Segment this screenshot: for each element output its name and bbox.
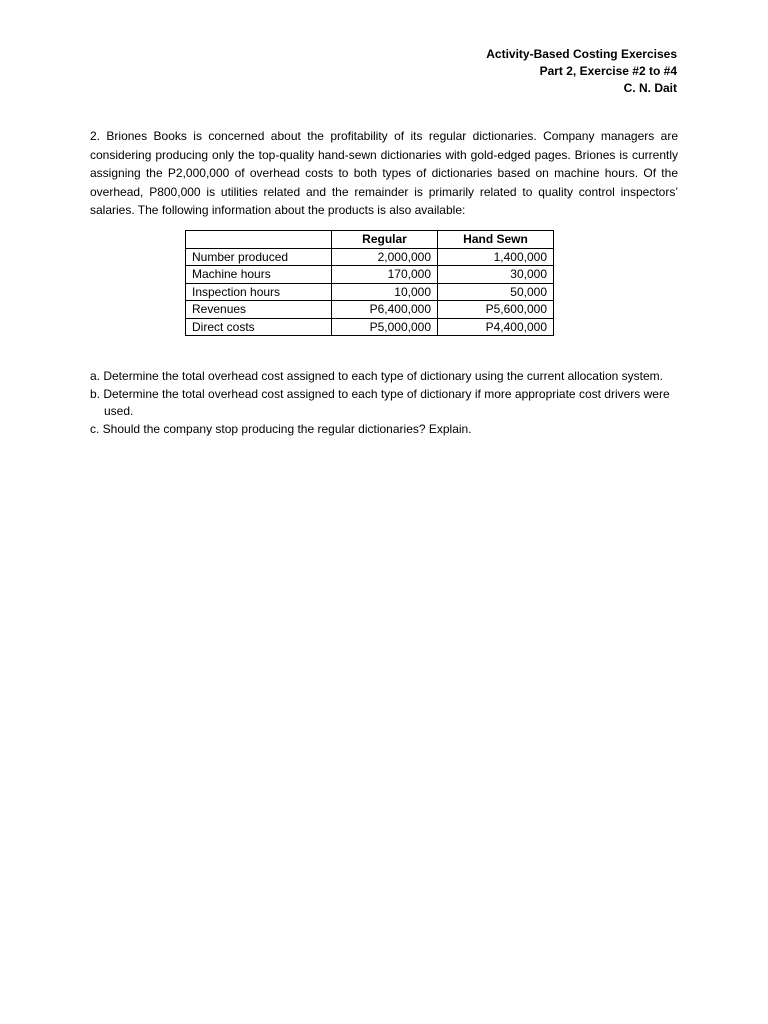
row-label: Direct costs xyxy=(186,318,332,336)
header-title: Activity-Based Costing Exercises xyxy=(486,47,677,61)
table-row xyxy=(186,318,554,336)
table-row xyxy=(186,301,554,319)
hand-sewn-value: 30,000 xyxy=(438,266,554,284)
table-header-empty xyxy=(186,231,332,249)
header-subtitle: Part 2, Exercise #2 to #4 xyxy=(539,64,677,78)
question-b: b. Determine the total overhead cost assigned to each type of dictionary if more appropriate cost drivers were used. xyxy=(90,386,670,418)
regular-value: P5,000,000 xyxy=(332,318,438,336)
row-label: Number produced xyxy=(186,248,332,266)
question-list xyxy=(90,368,690,438)
table-header-regular: Regular xyxy=(332,231,438,249)
document-header xyxy=(486,46,677,97)
row-label: Machine hours xyxy=(186,266,332,284)
table-header-hand-sewn: Hand Sewn xyxy=(438,231,554,249)
hand-sewn-value: 50,000 xyxy=(438,283,554,301)
regular-value: 2,000,000 xyxy=(332,248,438,266)
regular-value: 170,000 xyxy=(332,266,438,284)
hand-sewn-value: P5,600,000 xyxy=(438,301,554,319)
problem-statement: 2. Briones Books is concerned about the profitability of its regular dictionaries. Company managers are considering producing only the top-quality hand-sewn dictionaries with gold-edged pages. Briones is currently assigning the P2,000,000 of overhead costs to both types of dictionaries based on machine hours. Of the overhead, P800,000 is utilities related and the remainder is primarily related to quality control inspectors’ salaries. The following information about the products is also available: xyxy=(90,129,678,217)
question-a: a. Determine the total overhead cost assigned to each type of dictionary using the current allocation system. xyxy=(90,369,663,383)
row-label: Revenues xyxy=(186,301,332,319)
product-info-table xyxy=(185,230,554,336)
hand-sewn-value: P4,400,000 xyxy=(438,318,554,336)
table-row xyxy=(186,266,554,284)
table-row xyxy=(186,283,554,301)
hand-sewn-value: 1,400,000 xyxy=(438,248,554,266)
header-author: C. N. Dait xyxy=(623,81,677,95)
table-row xyxy=(186,248,554,266)
question-c: c. Should the company stop producing the regular dictionaries? Explain. xyxy=(90,421,472,436)
row-label: Inspection hours xyxy=(186,283,332,301)
regular-value: 10,000 xyxy=(332,283,438,301)
regular-value: P6,400,000 xyxy=(332,301,438,319)
table-header-row xyxy=(186,231,554,249)
